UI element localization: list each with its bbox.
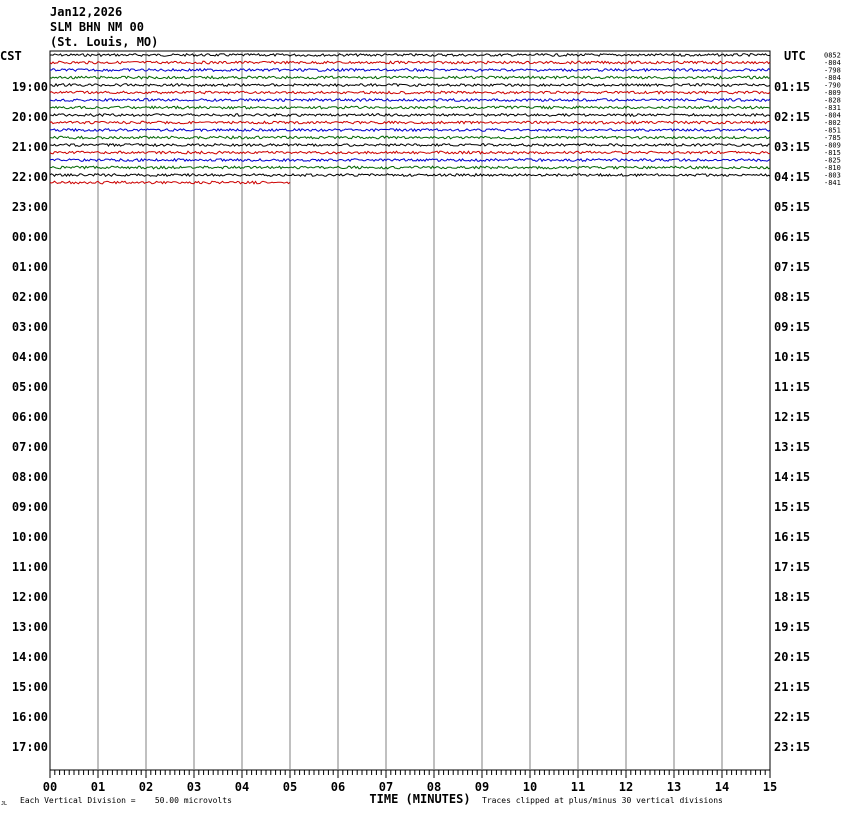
trace-offset-label: -809 [824, 141, 841, 150]
right-hour-label: 03:15 [774, 140, 811, 154]
scale-note: Each Vertical Division = 50.00 microvolts [20, 796, 232, 805]
left-hour-label: 11:00 [11, 560, 48, 574]
clip-note: Traces clipped at plus/minus 30 vertical divisions [482, 796, 723, 805]
left-hour-label: 16:00 [11, 710, 48, 724]
left-hour-label: 03:00 [11, 320, 48, 334]
right-hour-label: 02:15 [774, 110, 811, 124]
trace-offset-label: -841 [824, 179, 841, 187]
trace-offset-label: -785 [824, 134, 841, 142]
x-tick-label: 09 [474, 780, 490, 794]
trace-line [50, 76, 770, 79]
left-hour-label: 01:00 [11, 260, 48, 274]
trace-offset-label: -851 [824, 126, 841, 135]
trace-offset-label: -804 [824, 74, 841, 82]
trace-offset-label: -815 [824, 149, 841, 157]
right-hour-label: 19:15 [774, 620, 811, 634]
trace-line [50, 69, 770, 72]
right-hour-label: 17:15 [774, 560, 811, 574]
left-hour-label: 08:00 [11, 470, 48, 484]
x-tick-label: 12 [618, 780, 634, 794]
left-hour-label: 06:00 [11, 410, 48, 424]
right-hour-label: 08:15 [774, 290, 811, 304]
x-tick-label: 11 [570, 780, 586, 794]
trace-line [50, 144, 770, 147]
header-date: Jan12,2026 [50, 5, 123, 19]
right-hour-label: 18:15 [774, 590, 811, 604]
left-hour-label: 07:00 [11, 440, 48, 454]
x-tick-label: 10 [522, 780, 538, 794]
left-hour-label: 19:00 [11, 80, 48, 94]
right-hour-label: 14:15 [774, 470, 811, 484]
right-hour-label: 12:15 [774, 410, 811, 424]
trace-line [50, 61, 770, 64]
left-hour-label: 15:00 [11, 680, 48, 694]
x-tick-label: 05 [282, 780, 298, 794]
trace-line [50, 84, 770, 87]
trace-offset-label: -804 [824, 111, 841, 120]
left-hour-label: 10:00 [11, 530, 48, 544]
left-hour-label: 12:00 [11, 590, 48, 604]
x-axis [43, 770, 777, 794]
right-hour-label: 20:15 [774, 650, 811, 664]
trace-offset-label: -804 [824, 59, 841, 67]
left-hour-label: 22:00 [11, 170, 48, 184]
trace-offset-label: -790 [824, 81, 841, 90]
trace-line [50, 136, 770, 139]
left-hour-label: 14:00 [11, 650, 48, 664]
left-hour-label: 04:00 [11, 350, 48, 364]
right-hour-label: 09:15 [774, 320, 811, 334]
trace-offset-label: -831 [824, 104, 841, 112]
right-hour-label: 13:15 [774, 440, 811, 454]
minute-gridlines [98, 51, 722, 770]
trace-offset-label: -803 [824, 171, 841, 180]
x-tick-label: 06 [330, 780, 346, 794]
trace-offset-label: -825 [824, 156, 841, 165]
trace-line [50, 129, 770, 132]
x-tick-label: 01 [90, 780, 106, 794]
trace-offset-labels [824, 52, 841, 188]
right-hour-label: 16:15 [774, 530, 811, 544]
left-hour-label: 05:00 [11, 380, 48, 394]
right-axis-title: UTC [784, 49, 806, 63]
trace-line [50, 114, 770, 117]
right-hour-label: 23:15 [774, 740, 811, 754]
right-hour-label: 05:15 [774, 200, 811, 214]
right-hour-label: 21:15 [774, 680, 811, 694]
right-hour-label: 10:15 [774, 350, 811, 364]
right-hour-label: 04:15 [774, 170, 811, 184]
trace-line [50, 181, 290, 184]
header-station: SLM BHN NM 00 [50, 20, 144, 34]
trace-offset-label: -810 [824, 164, 841, 172]
right-hour-label: 15:15 [774, 500, 811, 514]
right-hour-label: 06:15 [774, 230, 811, 244]
trace-line [50, 54, 770, 57]
left-hour-label: 17:00 [11, 740, 48, 754]
trace-offset-label: -802 [824, 119, 841, 127]
trace-offset-label: 0852 [824, 51, 841, 60]
right-hour-label: 07:15 [774, 260, 811, 274]
trace-offset-label: -798 [824, 66, 841, 75]
x-tick-label: 13 [666, 780, 682, 794]
left-hour-labels [12, 80, 48, 754]
x-tick-label: 04 [234, 780, 250, 794]
x-tick-label: 02 [138, 780, 154, 794]
left-hour-label: 09:00 [11, 500, 48, 514]
right-hour-label: 01:15 [774, 80, 811, 94]
left-hour-label: 20:00 [11, 110, 48, 124]
trace-offset-label: -828 [824, 96, 841, 105]
trace-line [50, 91, 770, 94]
right-hour-label: 22:15 [774, 710, 811, 724]
x-tick-label: 08 [426, 780, 442, 794]
left-axis-title: CST [0, 49, 22, 63]
trace-line [50, 174, 770, 177]
x-tick-label: 03 [186, 780, 202, 794]
trace-line [50, 99, 770, 102]
trace-offset-label: -809 [824, 89, 841, 97]
seismic-traces [50, 54, 770, 184]
x-tick-label: 14 [714, 780, 730, 794]
left-hour-label: 02:00 [11, 290, 48, 304]
trace-line [50, 151, 770, 154]
x-tick-label: 15 [762, 780, 778, 794]
left-hour-label: 23:00 [11, 200, 48, 214]
right-hour-labels [774, 80, 810, 754]
x-tick-label: 07 [378, 780, 394, 794]
x-tick-label: 00 [42, 780, 58, 794]
right-hour-label: 11:15 [774, 380, 811, 394]
trace-line [50, 106, 770, 109]
left-hour-label: 00:00 [11, 230, 48, 244]
trace-line [50, 159, 770, 162]
corner-mark: JL [1, 801, 8, 807]
header-location: (St. Louis, MO) [50, 35, 159, 49]
trace-line [50, 121, 770, 124]
left-hour-label: 13:00 [11, 620, 48, 634]
left-hour-label: 21:00 [11, 140, 48, 154]
x-axis-label: TIME (MINUTES) [369, 792, 471, 806]
trace-line [50, 166, 770, 169]
